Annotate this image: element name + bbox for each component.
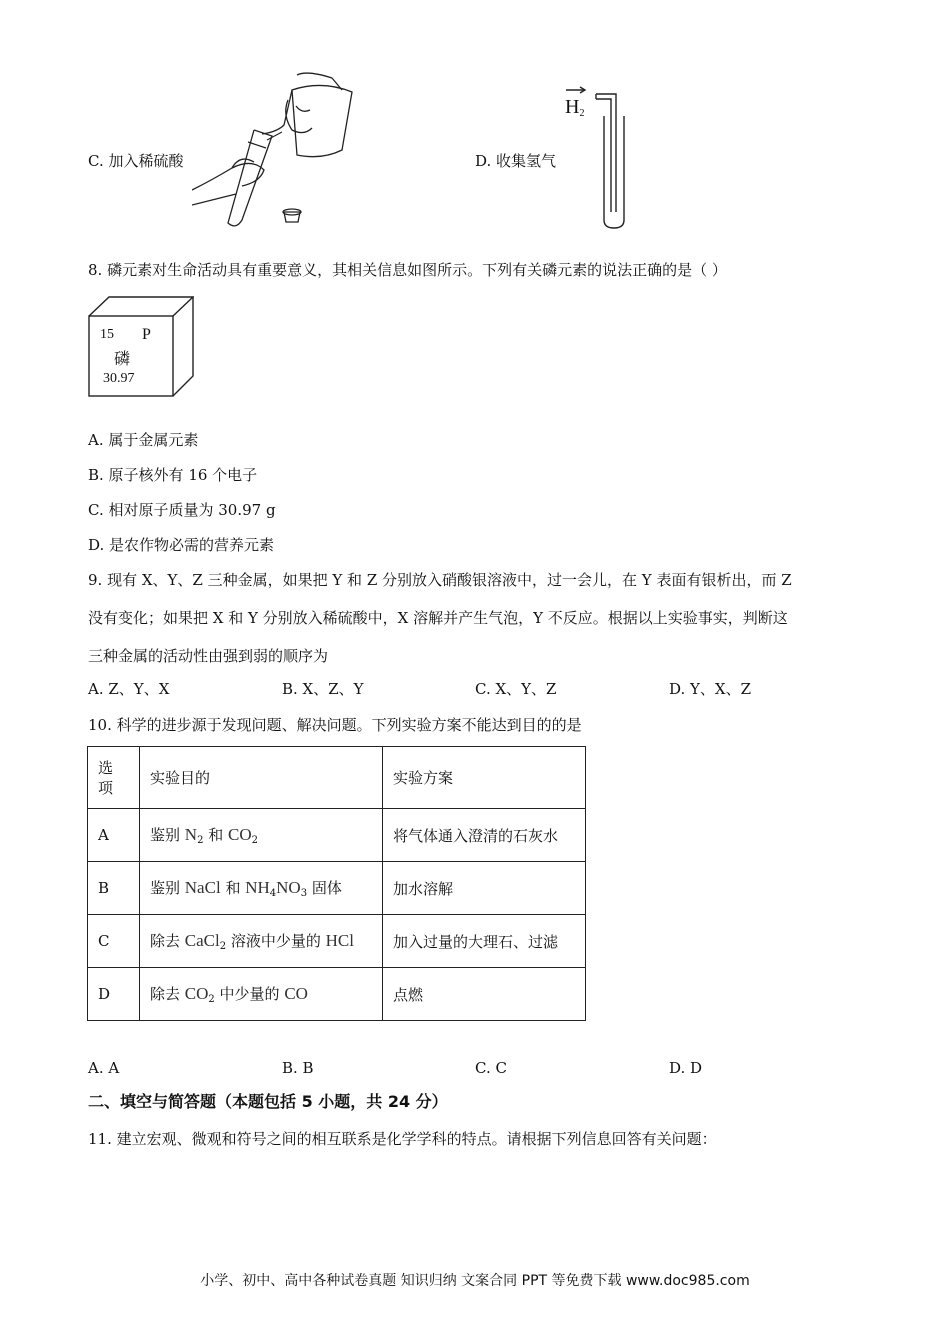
q9-option-c: C. X、Y、Z (475, 680, 557, 698)
row-purpose: 除去 CaCl$_2$ 溶液中少量的 HCl (140, 915, 383, 968)
q9-stem-line-3: 三种金属的活动性由强到弱的顺序为 (88, 647, 329, 665)
row-option: D (88, 968, 140, 1021)
row-plan: 加水溶解 (383, 862, 586, 915)
row-option: A (88, 809, 140, 862)
q10-option-a: A. A (88, 1059, 120, 1077)
row-purpose: 鉴别 $N_2$ 和 $CO_2$ (140, 809, 383, 862)
table-header-row (88, 747, 586, 809)
q8-stem: 8. 磷元素对生命活动具有重要意义，其相关信息如图所示。下列有关磷元素的说法正确的是（ ） (88, 261, 727, 279)
q8-option-b: B. 原子核外有 16 个电子 (88, 466, 258, 484)
row-option: B (88, 862, 140, 915)
element-card (88, 296, 194, 398)
row-purpose: 除去 $CO_2$ 中少量的 CO (140, 968, 383, 1021)
atomic-mass: 30.97 (103, 371, 135, 386)
row-plan: 将气体通入澄清的石灰水 (383, 809, 586, 862)
q9-stem-line-2: 没有变化；如果把 X 和 Y 分别放入稀硫酸中，X 溶解并产生气泡，Y 不反应。根据以上实验事实，判断这 (88, 609, 788, 627)
q7-option-c: C. 加入稀硫酸 (88, 152, 184, 170)
table-row (88, 915, 586, 968)
atomic-number: 15 (100, 327, 114, 342)
h2-label: H (565, 96, 580, 118)
q10-option-d: D. D (669, 1059, 703, 1077)
row-plan: 加入过量的大理石、过滤 (383, 915, 586, 968)
header-purpose: 实验目的 (140, 747, 383, 809)
q8-option-a: A. 属于金属元素 (88, 431, 199, 449)
q8-option-c: C. 相对原子质量为 30.97 g (88, 501, 276, 519)
q7-option-d: D. 收集氢气 (475, 152, 557, 170)
table-row (88, 809, 586, 862)
page-footer: 小学、初中、高中各种试卷真题 知识归纳 文案合同 PPT 等免费下载 www.doc985.com (200, 1273, 750, 1289)
q9-option-d: D. Y、X、Z (669, 680, 752, 698)
header-plan: 实验方案 (383, 747, 586, 809)
table-row (88, 862, 586, 915)
row-option: C (88, 915, 140, 968)
element-symbol: P (142, 326, 151, 343)
row-plan: 点燃 (383, 968, 586, 1021)
experiment-table (87, 746, 586, 1021)
q9-option-b: B. X、Z、Y (282, 680, 364, 698)
q11-stem: 11. 建立宏观、微观和符号之间的相互联系是化学学科的特点。请根据下列信息回答有关问题： (88, 1130, 717, 1148)
table-row (88, 968, 586, 1021)
q10-stem: 10. 科学的进步源于发现问题、解决问题。下列实验方案不能达到目的的是 (88, 716, 582, 734)
pour-acid-illustration (192, 70, 362, 230)
header-option: 选 项 (88, 747, 140, 809)
row-purpose: 鉴别 NaCl 和 $NH_4NO_3$ 固体 (140, 862, 383, 915)
q10-option-c: C. C (475, 1059, 507, 1077)
q8-option-d: D. 是农作物必需的营养元素 (88, 536, 275, 554)
q10-option-b: B. B (282, 1059, 314, 1077)
element-name: 磷 (114, 349, 131, 368)
section-title: 二、填空与简答题（本题包括 5 小题，共 24 分） (88, 1092, 448, 1111)
q9-option-a: A. Z、Y、X (88, 680, 170, 698)
h2-subscript: 2 (579, 108, 585, 119)
q9-stem-line-1: 9. 现有 X、Y、Z 三种金属，如果把 Y 和 Z 分别放入硝酸银溶液中，过一会儿，在 Y 表面有银析出，而 Z (88, 571, 792, 589)
